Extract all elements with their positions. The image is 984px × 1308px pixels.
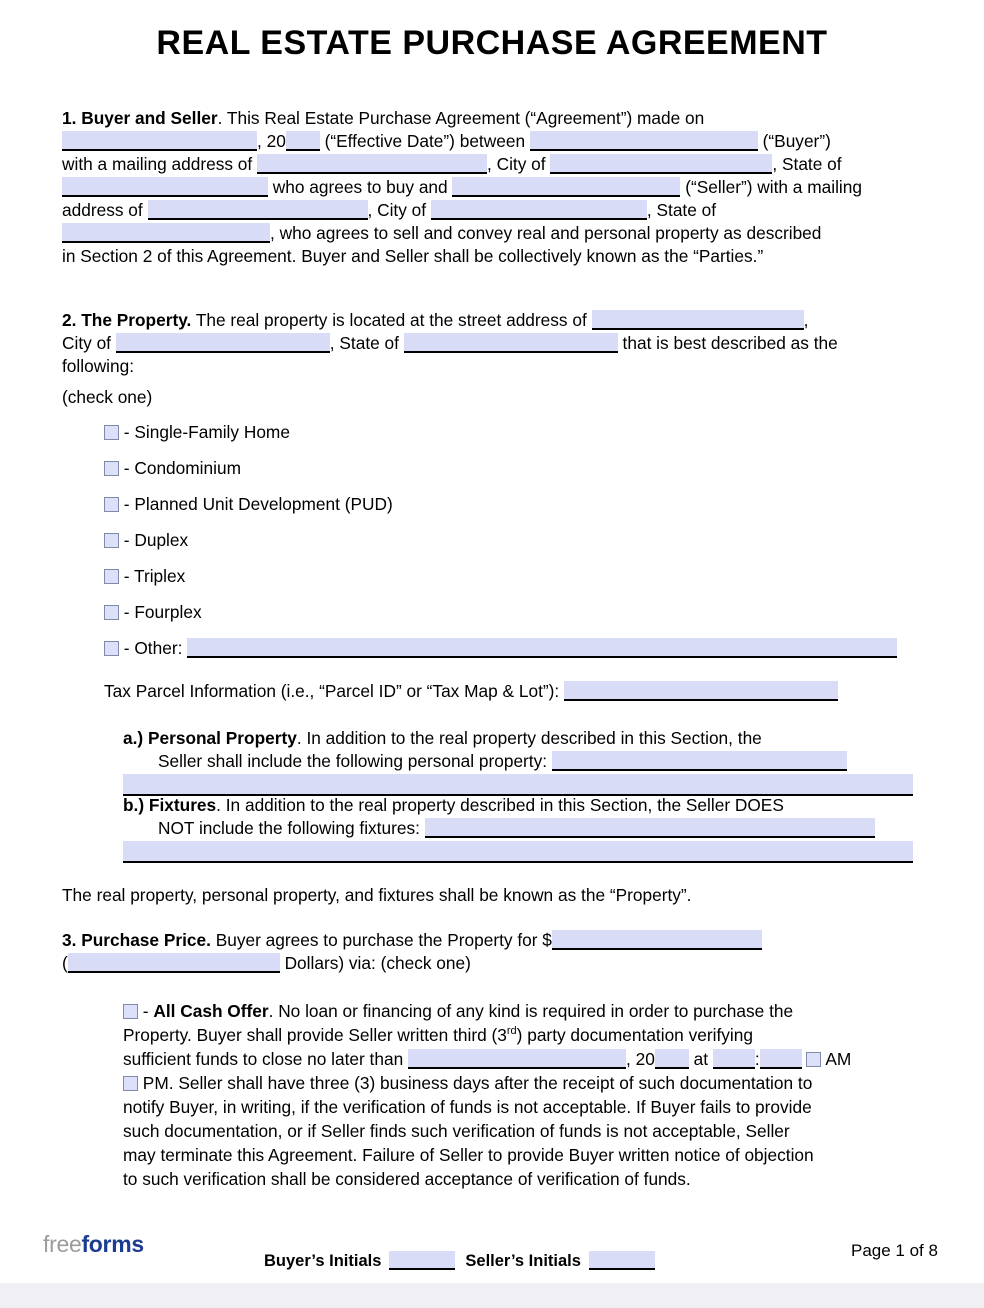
personal-property-field[interactable] — [552, 751, 847, 771]
tax-parcel-information — [104, 680, 838, 703]
text-run: : — [754, 1049, 760, 1069]
text-run: at — [688, 1049, 713, 1069]
text-line — [62, 222, 862, 245]
text-run: Dollars) via: (check one) — [279, 953, 471, 973]
text-run: . In addition to the real property described in this Section, the — [296, 728, 762, 748]
text-run: to such verification shall be considered acceptance of verification of funds. — [123, 1169, 691, 1189]
purchase-price-numeric-field[interactable] — [552, 930, 762, 950]
text-run: who agrees to buy and — [268, 177, 453, 197]
text-run: , City of — [367, 200, 431, 220]
text-run: , who agrees to sell and convey real and personal property as described — [270, 223, 822, 243]
text-line — [62, 245, 862, 268]
text-line — [158, 750, 913, 773]
property-definition — [62, 884, 691, 907]
text-line — [62, 153, 862, 176]
text-line — [104, 457, 897, 480]
ordinal-superscript: rd — [506, 1025, 517, 1038]
text-line — [123, 840, 913, 863]
text-run: that is best described as the — [617, 333, 838, 353]
checkbox-pm[interactable] — [123, 1076, 138, 1091]
checkbox-single-family-home[interactable] — [104, 425, 119, 440]
text-line — [62, 107, 862, 130]
funds-deadline-hour-field[interactable] — [713, 1049, 755, 1069]
text-run: - Triplex — [119, 566, 186, 586]
text-run: Seller shall include the following personal property: — [158, 751, 552, 771]
text-line — [123, 1023, 851, 1047]
section-1-heading: 1. Buyer and Seller — [62, 108, 218, 128]
text-line — [104, 421, 897, 444]
text-run: (“Seller”) with a mailing — [680, 177, 862, 197]
text-run: ( — [62, 953, 68, 973]
text-run: address of — [62, 200, 148, 220]
buyer-name-field[interactable] — [530, 131, 758, 151]
text-run: such documentation, or if Seller finds such verification of funds is not acceptable, Seller — [123, 1121, 790, 1141]
buyer-city-field[interactable] — [550, 154, 772, 174]
text-line — [123, 773, 913, 796]
text-run: Property. Buyer shall provide Seller written third (3 — [123, 1025, 507, 1045]
text-run: Tax Parcel Information (i.e., “Parcel ID” or “Tax Map & Lot”): — [104, 681, 565, 701]
text-run: (check one) — [62, 387, 153, 407]
text-run: The real property, personal property, and fixtures shall be known as the “Property”. — [62, 885, 692, 905]
text-run: - Single-Family Home — [119, 422, 290, 442]
seller-state-field[interactable] — [62, 223, 270, 243]
text-run: ) party documentation verifying — [516, 1025, 753, 1045]
text-line — [123, 1167, 851, 1191]
text-run: notify Buyer, in writing, if the verification of funds is not acceptable. If Buyer fails to provide — [123, 1097, 812, 1117]
other-property-type-field[interactable] — [187, 638, 897, 658]
text-line — [62, 199, 862, 222]
text-line — [62, 355, 838, 378]
text-run: . This Real Estate Purchase Agreement (“Agreement”) made on — [217, 108, 705, 128]
text-run: , City of — [487, 154, 551, 174]
property-street-address-field[interactable] — [592, 310, 804, 330]
property-city-field[interactable] — [116, 333, 330, 353]
fixtures-heading: b.) Fixtures — [123, 795, 217, 815]
text-run: - Other: — [119, 638, 188, 658]
text-run: , State of — [329, 333, 404, 353]
text-run: NOT include the following fixtures: — [158, 818, 425, 838]
section-3-purchase-price — [62, 929, 762, 975]
check-one-note — [62, 386, 152, 409]
text-run: sufficient funds to close no later than — [123, 1049, 408, 1069]
all-cash-offer-clause — [123, 999, 851, 1191]
buyer-state-field[interactable] — [62, 177, 268, 197]
text-run: (“Buyer”) — [757, 131, 831, 151]
text-run: The real property is located at the street address of — [191, 310, 592, 330]
text-run: - Condominium — [119, 458, 241, 478]
text-line — [123, 1047, 851, 1071]
page-bottom-edge — [0, 1283, 984, 1308]
text-line — [62, 176, 862, 199]
effective-year-field[interactable] — [286, 131, 320, 151]
text-run: . No loan or financing of any kind is required in order to purchase the — [268, 1001, 794, 1021]
text-run: with a mailing address of — [62, 154, 257, 174]
checkbox-duplex[interactable] — [104, 533, 119, 548]
text-run: - Duplex — [119, 530, 189, 550]
personal-property-field-line2[interactable] — [123, 774, 913, 796]
section-1-buyer-and-seller — [62, 107, 862, 268]
text-run: (“Effective Date”) between — [319, 131, 530, 151]
text-line — [123, 794, 913, 817]
checkbox-fourplex[interactable] — [104, 605, 119, 620]
section-2-the-property — [62, 309, 838, 378]
checkbox-other[interactable] — [104, 641, 119, 656]
page-number: Page 1 of 8 — [851, 1241, 938, 1260]
text-run: , State of — [772, 154, 842, 174]
text-line — [123, 1143, 851, 1167]
tax-parcel-field[interactable] — [564, 681, 838, 701]
text-line — [104, 601, 897, 624]
text-run: - — [138, 1001, 154, 1021]
seller-city-field[interactable] — [431, 200, 647, 220]
buyers-initials-field[interactable] — [389, 1251, 455, 1270]
logo-text-forms: forms — [81, 1231, 144, 1257]
text-run: City of — [62, 333, 116, 353]
sellers-initials-field[interactable] — [589, 1251, 655, 1270]
text-line — [104, 637, 897, 660]
text-line — [62, 929, 762, 952]
text-run: may terminate this Agreement. Failure of Seller to provide Buyer written notice of objection — [123, 1145, 814, 1165]
text-line — [62, 884, 691, 907]
personal-property-heading: a.) Personal Property — [123, 728, 297, 748]
text-line — [62, 332, 838, 355]
fixtures-clause — [123, 794, 913, 863]
property-type-list — [104, 421, 897, 660]
checkbox-am[interactable] — [806, 1052, 821, 1067]
fixtures-field[interactable] — [425, 818, 875, 838]
document-title: REAL ESTATE PURCHASE AGREEMENT — [156, 24, 828, 62]
text-run: , — [803, 310, 809, 330]
property-state-field[interactable] — [404, 333, 618, 353]
text-line — [123, 1119, 851, 1143]
text-run: - Fourplex — [119, 602, 202, 622]
checkbox-all-cash-offer[interactable] — [123, 1004, 138, 1019]
text-line — [123, 727, 913, 750]
text-run: Buyer agrees to purchase the Property for $ — [210, 930, 552, 950]
text-run: following: — [62, 356, 135, 376]
text-line — [158, 817, 913, 840]
buyer-address-field[interactable] — [257, 154, 487, 174]
seller-name-field[interactable] — [452, 177, 680, 197]
freeforms-logo — [43, 1231, 144, 1258]
seller-address-field[interactable] — [148, 200, 368, 220]
section-3-heading: 3. Purchase Price. — [62, 930, 211, 950]
all-cash-offer-heading: All Cash Offer — [153, 1001, 269, 1021]
buyers-initials-label: Buyer’s Initials — [264, 1252, 382, 1270]
text-line — [62, 952, 762, 975]
text-run: , 20 — [626, 1049, 655, 1069]
text-line — [104, 565, 897, 588]
text-run: - Planned Unit Development (PUD) — [119, 494, 393, 514]
text-run: , 20 — [257, 131, 286, 151]
text-line — [104, 493, 897, 516]
text-line — [62, 386, 152, 409]
effective-date-field[interactable] — [62, 131, 257, 151]
text-line — [123, 1071, 851, 1095]
text-line — [123, 999, 851, 1023]
text-line — [62, 130, 862, 153]
checkbox-pud[interactable] — [104, 497, 119, 512]
text-run: PM. Seller shall have three (3) business days after the receipt of such documentation to — [138, 1073, 813, 1093]
section-2-heading: 2. The Property. — [62, 310, 192, 330]
fixtures-field-line2[interactable] — [123, 841, 913, 863]
purchase-price-words-field[interactable] — [68, 953, 280, 973]
text-run: . In addition to the real property described in this Section, the Seller DOES — [216, 795, 784, 815]
text-run: AM — [821, 1049, 852, 1069]
text-line — [123, 1095, 851, 1119]
text-run: , State of — [646, 200, 717, 220]
text-line — [62, 309, 838, 332]
text-run: in Section 2 of this Agreement. Buyer and Seller shall be collectively known as the “Parties.” — [62, 246, 764, 266]
initials-row — [264, 1251, 665, 1271]
checkbox-triplex[interactable] — [104, 569, 119, 584]
checkbox-condominium[interactable] — [104, 461, 119, 476]
funds-deadline-minute-field[interactable] — [760, 1049, 802, 1069]
text-line — [104, 680, 838, 703]
logo-text-free: free — [43, 1231, 82, 1257]
funds-deadline-year-field[interactable] — [655, 1049, 689, 1069]
sellers-initials-label: Seller’s Initials — [465, 1252, 581, 1270]
personal-property-clause — [123, 727, 913, 796]
text-line — [104, 529, 897, 552]
funds-deadline-date-field[interactable] — [408, 1049, 626, 1069]
